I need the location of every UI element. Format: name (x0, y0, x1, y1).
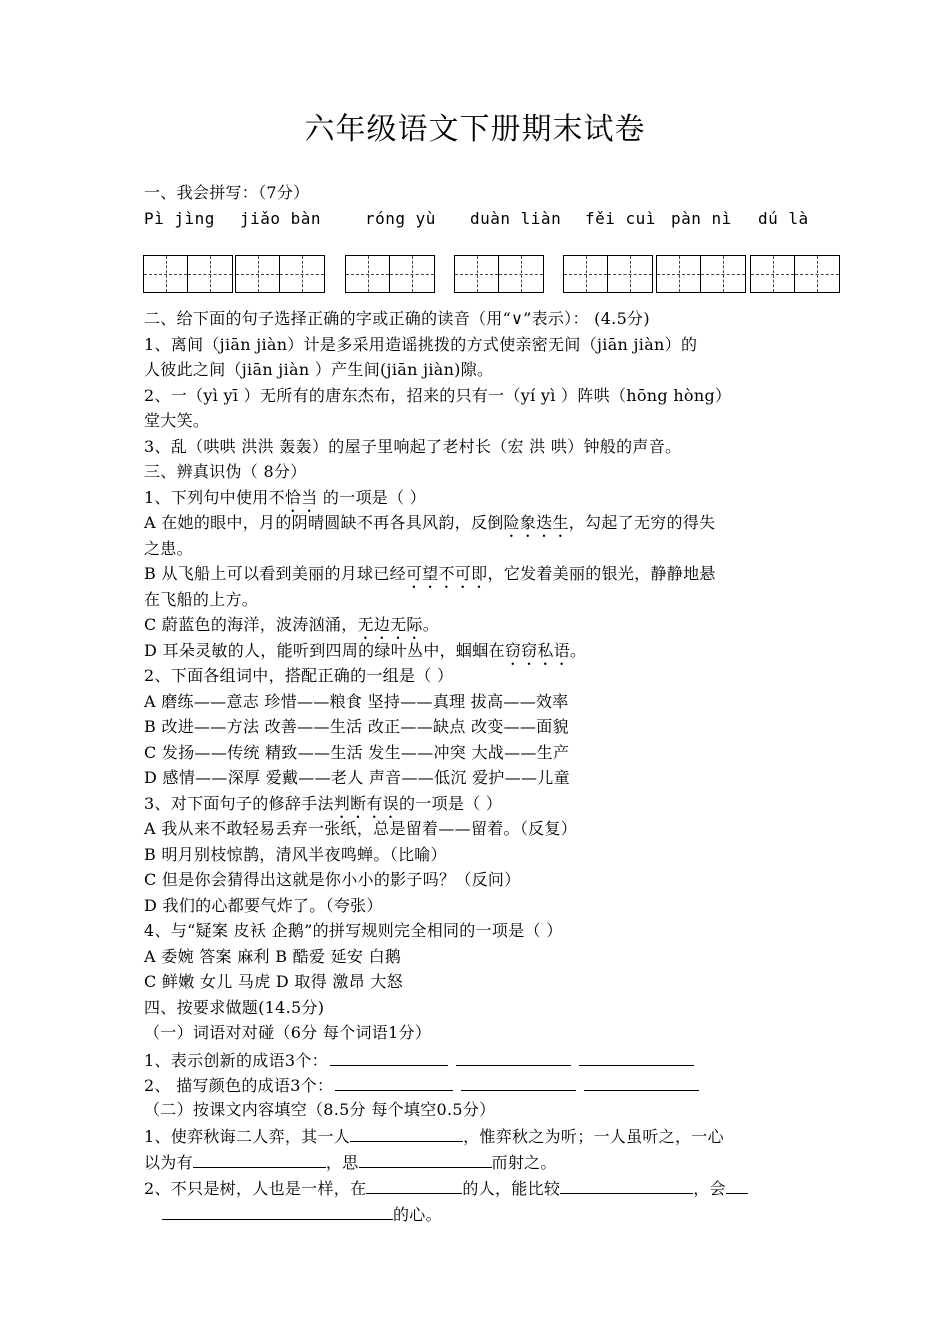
q1d-text-2: 。 (570, 641, 587, 660)
answer-blank[interactable] (330, 1049, 448, 1066)
s2-line-3: 2、一（yì yī ）无所有的唐东杰布，招来的只有一（yí yì ）阵哄（hōng hòng） (144, 386, 732, 405)
part1-item2 (144, 1074, 699, 1096)
page-title: 六年级语文下册期末试卷 (304, 112, 646, 147)
section3-heading: 三、辨真识伪（ 8分） (144, 462, 307, 481)
q1-stem-a: 1、下列句中使用不 (144, 488, 285, 507)
pinyin-1: Pì jìng (144, 209, 215, 228)
fill-1-line-2 (144, 1151, 557, 1173)
part1-item2-label: 2、 描写颜色的成语3个： (144, 1076, 334, 1095)
s2-line-1: 1、离间（jiān jiàn）计是多采用造谣挑拨的方式使亲密无间（jiān jiàn）的 (144, 335, 698, 354)
fill-1-text-a: 1、使弈秋诲二人弈，其一人 (144, 1127, 351, 1146)
q1-option-d (144, 641, 586, 669)
q3-emph: 判断有误 (333, 794, 399, 813)
q1d-emph: 窃窃私语 (504, 641, 571, 660)
q3-stem (144, 794, 502, 822)
fill-2-text-c: ，会 (693, 1179, 726, 1198)
fill-1-text-b: ，惟弈秋之为听；一人虽听之，一心 (463, 1127, 724, 1146)
pinyin-7: dú là (758, 209, 809, 228)
q3-option-a: A 我从来不敢轻易丢弃一张纸，总是留着——留着。（反复） (144, 819, 578, 838)
pinyin-2: jiǎo bàn (240, 209, 322, 228)
q1b-text-2: ，它发着美丽的银光，静静地悬 (487, 564, 716, 583)
q1a-text-1: A 在她的眼中，月的阴晴圆缺不再各具风韵，反倒 (144, 513, 504, 532)
fill-1-text-c: 以为有 (144, 1153, 193, 1172)
q2-option-b: B 改进——方法 改善——生活 改正——缺点 改变——面貌 (144, 717, 569, 736)
q2-option-c: C 发扬——传统 精致——生活 发生——冲突 大战——生产 (144, 743, 570, 762)
s2-line-2: 人彼此之间（jiān jiàn ）产生间(jiān jiàn)隙。 (144, 360, 494, 379)
q3-stem-a: 3、对下面句子的修辞手法 (144, 794, 334, 813)
q4-options-cd: C 鲜嫩 女儿 马虎 D 取得 激昂 大怒 (144, 972, 403, 991)
q1b-text-1: B 从飞船上可以看到美丽的月球已经 (144, 564, 406, 583)
q1-stem (144, 488, 426, 516)
answer-blank[interactable] (162, 1203, 393, 1220)
answer-blank[interactable] (366, 1177, 462, 1194)
pinyin-3: róng yù (365, 209, 436, 228)
writing-grid-2[interactable] (235, 255, 325, 293)
q1-stem-c: 的一项是（ ） (317, 488, 427, 507)
writing-grid-3[interactable] (345, 255, 435, 293)
q2-option-a: A 磨练——意志 珍惜——粮食 坚持——真理 拔高——效率 (144, 692, 569, 711)
section2-heading: 二、给下面的句子选择正确的字或正确的读音（用“∨”表示）： (4.5分) (144, 309, 650, 328)
fill-2-text-d: 的心。 (393, 1205, 442, 1224)
part2-heading: （二）按课文内容填空（8.5分 每个填空0.5分） (144, 1100, 496, 1119)
q4-options-ab: A 委婉 答案 麻利 B 酷爱 延安 白鹅 (144, 947, 402, 966)
answer-blank[interactable] (359, 1151, 492, 1168)
pinyin-5: fěi cuì (585, 209, 656, 228)
q1d-text-1: D 耳朵灵敏的人，能听到四周的绿叶丛中，蝈蝈在 (144, 641, 505, 660)
writing-grid-6[interactable] (656, 255, 746, 293)
pinyin-6: pàn nì (671, 209, 732, 228)
part1-item1 (144, 1049, 694, 1071)
q1c-text-1: C 蔚蓝色的海洋，波涛汹涌， (144, 615, 358, 634)
fill-1-text-e: 而射之。 (491, 1153, 557, 1172)
writing-grid-5[interactable] (563, 255, 653, 293)
q1-option-c (144, 615, 439, 643)
q3-option-d: D 我们的心都要气炸了。（夸张） (144, 896, 383, 915)
s2-line-5: 3、乱（哄哄 洪洪 轰轰）的屋子里响起了老村长（宏 洪 哄）钟般的声音。 (144, 437, 682, 456)
writing-grid-1[interactable] (143, 255, 233, 293)
answer-blank[interactable] (456, 1049, 571, 1066)
writing-grid-7[interactable] (750, 255, 840, 293)
q3-stem-c: 的一项是（ ） (398, 794, 503, 813)
q4-stem: 4、与“疑案 皮袄 企鹅”的拼写规则完全相同的一项是（ ） (144, 921, 563, 940)
part1-heading: （一）词语对对碰（6分 每个词语1分） (144, 1023, 432, 1042)
section4-heading: 四、按要求做题(14.5分) (144, 998, 325, 1017)
answer-blank[interactable] (461, 1074, 576, 1091)
fill-1-text-d: ，思 (325, 1153, 359, 1172)
answer-blank[interactable] (584, 1074, 699, 1091)
q3-option-b: B 明月别枝惊鹊，清风半夜鸣蝉。（比喻） (144, 845, 447, 864)
writing-grid-4[interactable] (454, 255, 544, 293)
q1b-emph: 可望不可即 (405, 564, 488, 583)
q1-emph: 恰当 (284, 488, 318, 507)
answer-blank[interactable] (193, 1151, 326, 1168)
answer-blank[interactable] (579, 1049, 694, 1066)
q1-option-b (144, 564, 716, 592)
q2-stem: 2、下面各组词中，搭配正确的一组是（ ） (144, 666, 454, 685)
q1c-text-2: 。 (422, 615, 440, 634)
fill-2-text-b: 的人，能比较 (462, 1179, 561, 1198)
q1-option-a-cont: 之患。 (144, 539, 193, 558)
q2-option-d: D 感情——深厚 爱戴——老人 声音——低沉 爱护——儿童 (144, 768, 570, 787)
q3-option-c: C 但是你会猜得出这就是你小小的影子吗？（反问） (144, 870, 521, 889)
q1a-text-2: ，勾起了无穷的得失 (568, 513, 716, 532)
section1-heading: 一、我会拼写：（7分） (144, 183, 310, 202)
fill-2-text-a: 2、不只是树，人也是一样，在 (144, 1179, 367, 1198)
answer-blank[interactable] (726, 1177, 748, 1194)
q1-option-a (144, 513, 715, 541)
part1-item1-label: 1、表示创新的成语3个： (144, 1051, 328, 1070)
pinyin-4: duàn liàn (470, 209, 562, 228)
q1c-emph: 无边无际 (357, 615, 423, 634)
fill-1-line-1 (144, 1125, 724, 1147)
answer-blank[interactable] (335, 1074, 453, 1091)
fill-2-line-1 (144, 1177, 748, 1199)
answer-blank[interactable] (560, 1177, 693, 1194)
s2-line-4: 堂大笑。 (144, 411, 210, 430)
answer-blank[interactable] (350, 1125, 463, 1142)
q1a-emph: 险象迭生 (503, 513, 569, 532)
q1-option-b-cont: 在飞船的上方。 (144, 590, 259, 609)
fill-2-line-2 (162, 1203, 442, 1225)
